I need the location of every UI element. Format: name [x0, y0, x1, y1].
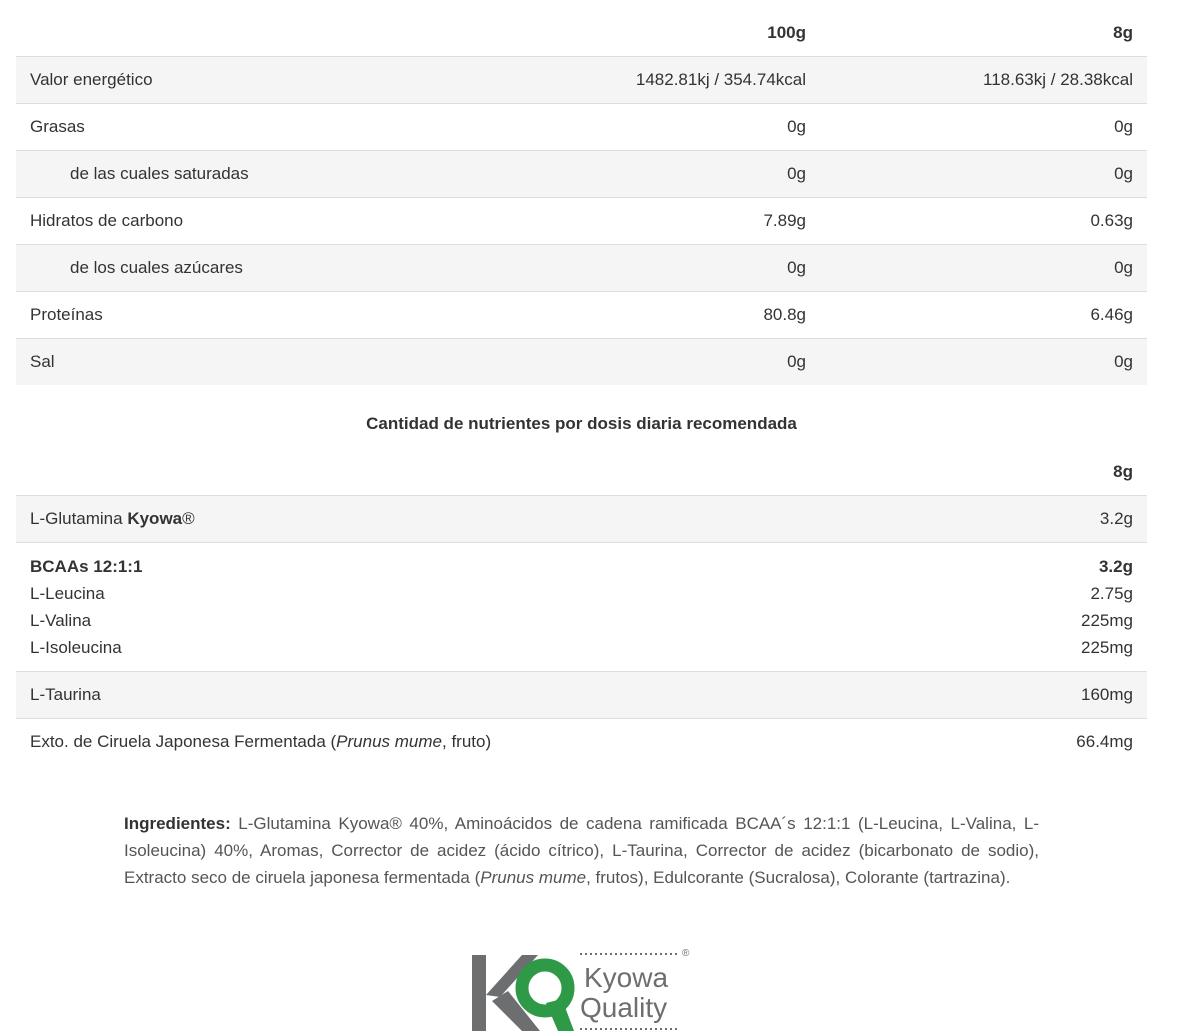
- glutamine-row: [16, 496, 1147, 543]
- nutrition-row: [16, 245, 1147, 292]
- kq-mark-icon: [472, 955, 574, 1031]
- bcaa-item-value: 2.75g: [1090, 584, 1133, 603]
- row-value-dose: 0g: [1114, 116, 1133, 136]
- nutrition-row: [16, 104, 1147, 151]
- daily-dose-title: Cantidad de nutrientes por dosis diaria recomendada: [366, 414, 797, 433]
- row-label: Valor energético: [30, 69, 153, 89]
- nutrition-row: [16, 198, 1147, 245]
- bcaa-item-value: 225mg: [1081, 611, 1133, 630]
- plum-extract-row: [16, 719, 1147, 766]
- row-value-dose: 6.46g: [1090, 304, 1133, 324]
- row-value-dose: 0.63g: [1090, 210, 1133, 230]
- row-label: de las cuales saturadas: [70, 163, 249, 183]
- row-value-100g: 80.8g: [763, 304, 806, 324]
- row-value-dose: 0g: [1114, 163, 1133, 183]
- bcaa-labels: [16, 543, 847, 672]
- header-empty: [16, 10, 493, 57]
- row-label: de los cuales azúcares: [70, 257, 243, 277]
- kyowa-brand: Kyowa: [127, 508, 183, 528]
- plum-extract-value: 66.4mg: [1076, 731, 1133, 751]
- logo-word-kyowa: Kyowa: [584, 962, 669, 993]
- row-value-100g: 0g: [787, 257, 806, 277]
- taurine-label: L-Taurina: [30, 684, 101, 704]
- row-value-100g: 7.89g: [763, 210, 806, 230]
- nutrition-row: [16, 339, 1147, 386]
- row-label: Hidratos de carbono: [30, 210, 184, 230]
- row-value-100g: 0g: [787, 351, 806, 371]
- registered-mark: ®: [682, 948, 690, 959]
- header-dose: 8g: [1113, 22, 1133, 42]
- nutrition-row: [16, 57, 1147, 104]
- bcaa-item-label: L-Valina: [30, 611, 92, 630]
- bcaa-title: BCAAs 12:1:1: [30, 557, 143, 576]
- bcaa-item-label: L-Isoleucina: [30, 638, 122, 657]
- row-value-dose: 0g: [1114, 257, 1133, 277]
- row-label: Grasas: [30, 116, 85, 136]
- kyowa-quality-logo: [470, 945, 700, 1034]
- nutrition-row: [16, 292, 1147, 339]
- row-value-100g: 0g: [787, 116, 806, 136]
- ingredients-paragraph: Ingredientes: L-Glutamina Kyowa® 40%, Aminoácidos de cadena ramificada BCAA´s 12:1:1 (L-Leucina, L-Valina, L-Isoleucina) 40%, Aromas, Corrector de acidez (ácido cítrico), L-Taurina, Corrector de acidez (bicarbonato de sodio), Extracto seco de ciruela japonesa fermentada (Prunus mume, frutos), Edulcorante (Sucralosa), Colorante (tartrazina).: [124, 814, 1039, 887]
- row-value-100g: 0g: [787, 163, 806, 183]
- daily-dose-header-row: [16, 449, 1147, 496]
- nutrition-table: [16, 10, 1147, 385]
- row-value-dose: 0g: [1114, 351, 1133, 371]
- plum-extract-label: Exto. de Ciruela Japonesa Fermentada (Prunus mume, fruto): [30, 731, 492, 751]
- nutrition-header-row: [16, 10, 1147, 57]
- ingredients-heading: Ingredientes:: [124, 814, 231, 833]
- bcaa-item-value: 225mg: [1081, 638, 1133, 657]
- glutamine-label: L-Glutamina Kyowa®: [30, 508, 195, 528]
- bcaa-title-value: 3.2g: [1098, 557, 1133, 576]
- row-label: Proteínas: [30, 304, 103, 324]
- row-value-100g: 1482.81kj / 354.74kcal: [635, 69, 806, 89]
- bcaa-values: [847, 543, 1147, 672]
- taurine-row: [16, 672, 1147, 719]
- bcaa-item-label: L-Leucina: [30, 584, 105, 603]
- header-100g: 100g: [767, 22, 806, 42]
- bcaa-row: [16, 543, 1147, 672]
- taurine-value: 160mg: [1081, 684, 1133, 704]
- row-value-dose: 118.63kj / 28.38kcal: [983, 69, 1133, 89]
- glutamine-value: 3.2g: [1099, 508, 1133, 528]
- header-dose: 8g: [1113, 461, 1133, 481]
- header-empty: [16, 449, 847, 496]
- daily-dose-table: [16, 449, 1147, 765]
- logo-word-quality: Quality: [580, 992, 668, 1023]
- nutrition-row: [16, 151, 1147, 198]
- row-label: Sal: [30, 351, 55, 371]
